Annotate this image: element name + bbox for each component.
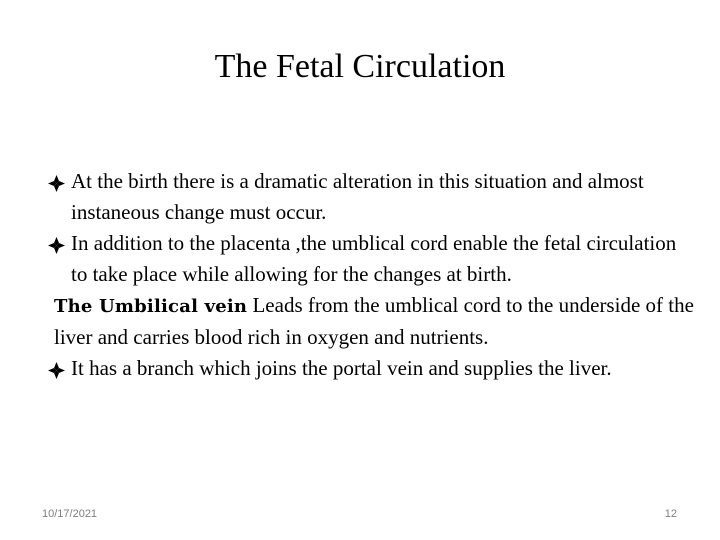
footer-page-number: 12 (664, 508, 677, 520)
umbilical-vein-paragraph (46, 290, 696, 353)
bullet-item (46, 166, 696, 228)
bullet-item (46, 228, 696, 290)
diamond-bullet-icon (48, 175, 65, 192)
bullet-text: At the birth there is a dramatic alteration in this situation and almost instaneous change must occur. (71, 169, 644, 224)
umbilical-vein-heading: The Umbilical vein (54, 296, 248, 317)
umbilical-vein-text: Leads from the umblical cord to the underside of the liver and carries blood rich in oxygen and nutrients. (54, 293, 694, 349)
bullet-text: In addition to the placenta ,the umblical cord enable the fetal circulation to take place while allowing for the changes at birth. (71, 231, 677, 286)
bullet-item (46, 353, 696, 384)
footer-date: 10/17/2021 (42, 508, 98, 520)
slide-content (46, 166, 696, 384)
diamond-bullet-icon (48, 237, 65, 254)
slide-title: The Fetal Circulation (214, 48, 506, 85)
bullet-text: It has a branch which joins the portal vein and supplies the liver. (71, 356, 612, 380)
diamond-bullet-icon (48, 362, 65, 379)
